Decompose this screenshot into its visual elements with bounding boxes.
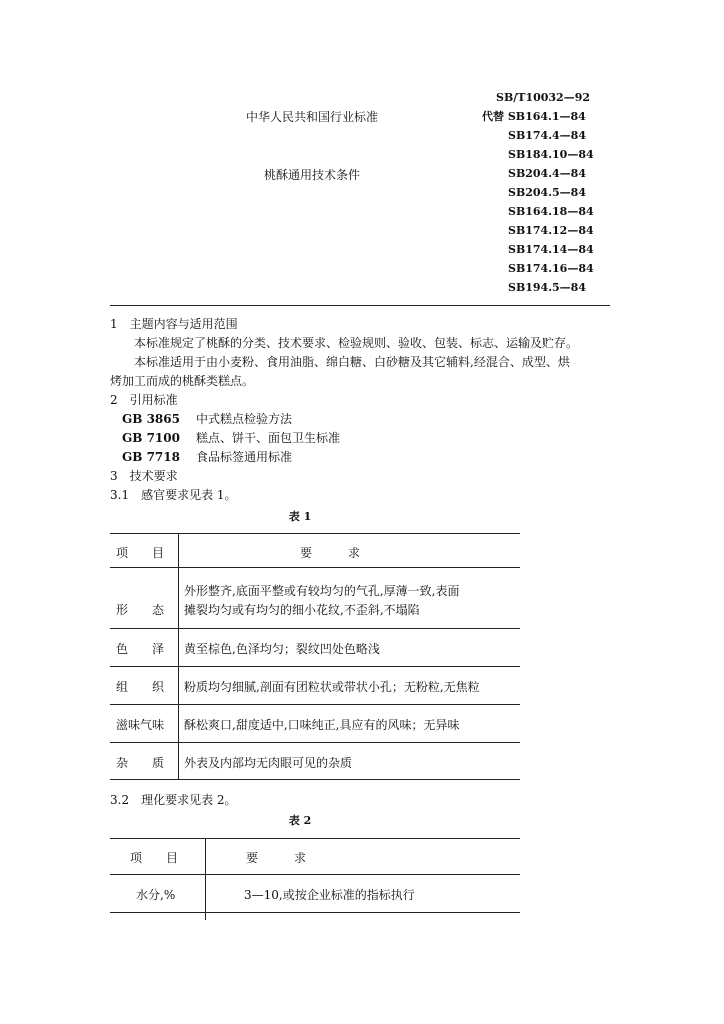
table-2-bottom-rule [110,912,520,913]
paragraph: 本标准规定了桃酥的分类、技术要求、检验规则、验收、包装、标志、运输及贮存。 [134,336,579,350]
section-2-heading: 2 引用标准 [110,393,178,407]
table-1-row-rule [110,704,520,705]
reference-code: GB 7100 [122,431,180,445]
reference-row [110,448,610,467]
table-2-header-rule [110,874,520,875]
table-1-item: 色 泽 [116,642,165,656]
replaced-code: SB174.14—84 [508,243,594,256]
reference-name: 中式糕点检验方法 [196,412,293,426]
paragraph: 本标准适用于由小麦粉、食用油脂、绵白糖、白砂糖及其它辅料,经混合、成型、烘 [134,355,570,369]
table-2-head-item: 项 目 [130,851,179,865]
table-1-head-item: 项 目 [116,546,165,560]
reference-row [110,410,610,429]
table-1-item: 滋味气味 [116,718,165,732]
table-1-row-rule [110,666,520,667]
table-1-req: 酥松爽口,甜度适中,口味纯正,具应有的风味；无异味 [184,718,460,732]
table-1-item: 形 态 [116,603,165,617]
section-1-heading: 1 主题内容与适用范围 [110,317,238,331]
reference-name: 食品标签通用标准 [196,450,293,464]
table-2-column-divider [205,838,206,920]
header-divider [110,305,610,306]
replaced-code: SB174.12—84 [508,224,594,237]
replaced-code: SB164.18—84 [508,205,594,218]
reference-code: GB 7718 [122,450,180,464]
replaced-code: SB194.5—84 [508,281,586,294]
reference-code: GB 3865 [122,412,180,426]
issuing-body: 中华人民共和国行业标准 [246,110,379,124]
replaced-code: SB204.4—84 [508,167,586,180]
replaces-code: 代替 SB164.1—84 [482,110,586,123]
table-1-req: 粉质均匀细腻,剖面有团粒状或带状小孔；无粉粒,无焦粒 [184,680,480,694]
table-1-req: 黄至棕色,色泽均匀；裂纹凹处色略浅 [184,642,380,656]
replaced-code: SB184.10—84 [508,148,594,161]
table-1-item: 杂 质 [116,756,165,770]
table-1-head-req: 要 求 [300,546,361,560]
reference-name: 糕点、饼干、面包卫生标准 [196,431,341,445]
table-1-column-divider [178,533,179,779]
replaced-code: SB204.5—84 [508,186,586,199]
table-1-header-rule [110,567,520,568]
replaced-code: SB174.4—84 [508,129,586,142]
table-1-caption: 表 1 [288,510,312,523]
table-1-row-rule [110,628,520,629]
table-1-item: 组 织 [116,680,165,694]
table-1-req: 外表及内部均无肉眼可见的杂质 [184,756,353,770]
table-1-row-rule [110,742,520,743]
section-3-1: 3.1 感官要求见表 1。 [110,488,237,502]
table-1-req: 外形整齐,底面平整或有较均匀的气孔,厚薄一致,表面 [184,584,460,598]
table-2-top-rule [110,838,520,839]
reference-row [110,429,610,448]
table-1-bottom-rule [110,779,520,780]
table-2-req: 3—10,或按企业标准的指标执行 [244,888,415,902]
section-3-2: 3.2 理化要求见表 2。 [110,793,237,807]
document-title: 桃酥通用技术条件 [264,168,361,182]
body-text [110,315,610,505]
table-2-item: 水分,% [136,888,176,902]
paragraph-continued: 烤加工而成的桃酥类糕点。 [110,374,255,388]
table-1-req: 摊裂均匀或有均匀的细小花纹,不歪斜,不塌陷 [184,603,420,617]
replaced-code: SB174.16—84 [508,262,594,275]
standard-codes [482,88,594,297]
section-3-heading: 3 技术要求 [110,469,178,483]
standard-number: SB/T10032—92 [496,91,591,104]
table-1-top-rule [110,533,520,534]
table-2-head-req: 要 求 [246,851,307,865]
table-2-caption: 表 2 [288,814,312,827]
